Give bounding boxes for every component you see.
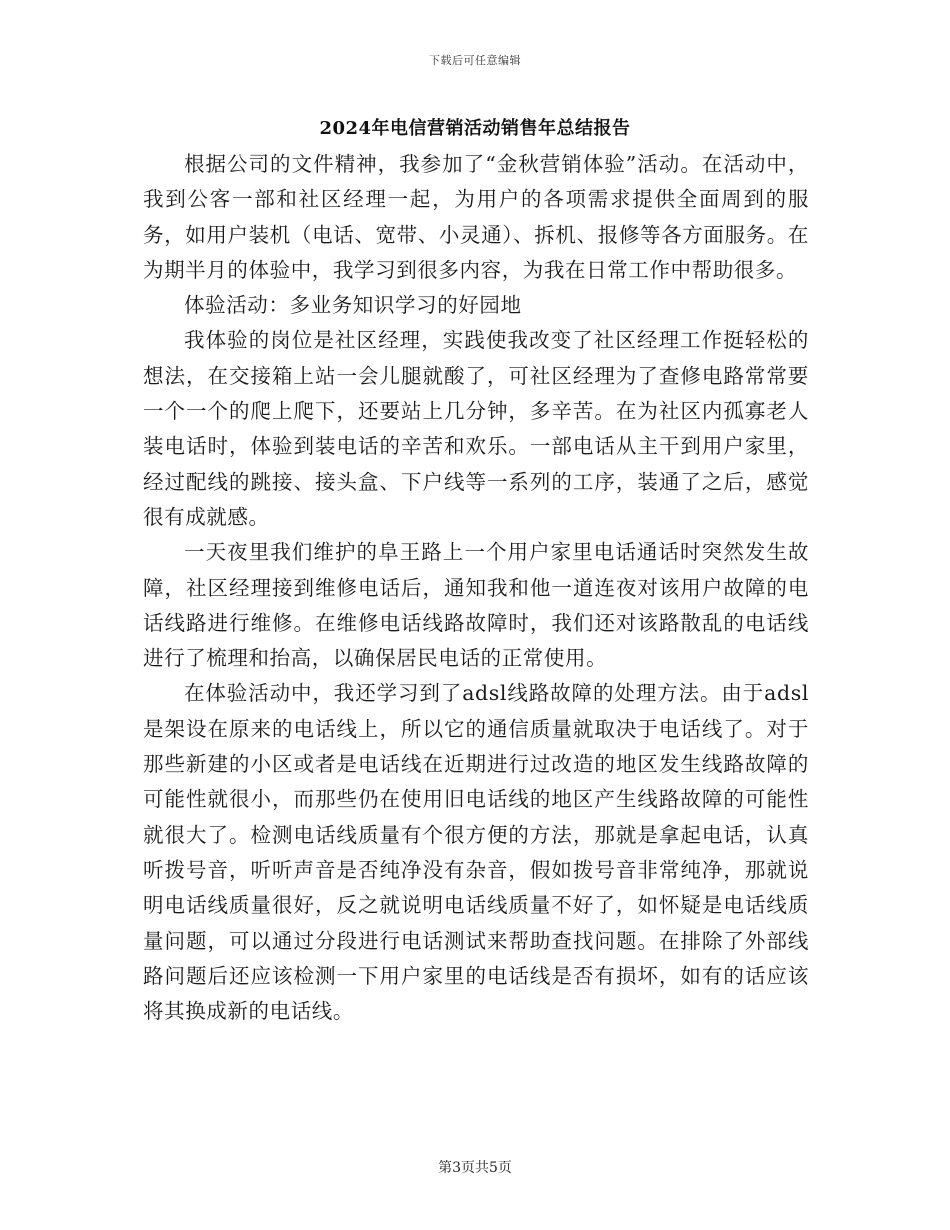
section-heading: 体验活动：多业务知识学习的好园地: [184, 293, 522, 318]
paragraph-night-repair: 一天夜里我们维护的阜王路上一个用户家里电话通话时突然发生故障，社区经理接到维修电话后，通知我和他一道连夜对该用户故障的电话线路进行维修。在维修电话线路故障时，我们还对该路散乱的电话线进行了梳理和抬高，以确保居民电话的正常使用。: [143, 540, 809, 671]
page-number: 第3页共5页: [438, 1160, 512, 1176]
document-title: 2024年电信营销活动销售年总结报告: [319, 118, 631, 139]
paragraph-adsl: 在体验活动中，我还学习到了adsl线路故障的处理方法。由于adsl是架设在原来的电话线上，所以它的通信质量就取决于电话线了。对于那些新建的小区或者是电话线在近期进行过改造的地区发生线路故障的可能性就很小，而那些仍在使用旧电话线的地区产生线路故障的可能性就很大了。检测电话线质量有个很方便的方法，那就是拿起电话，认真听拨号音，听听声音是否纯净没有杂音，假如拨号音非常纯净，那就说明电话线质量很好，反之就说明电话线质量不好了，如怀疑是电话线质量问题，可以通过分段进行电话测试来帮助查找问题。在排除了外部线路问题后还应该检测一下用户家里的电话线是否有损坏，如有的话应该将其换成新的电话线。: [143, 681, 809, 1024]
paragraph-experience: 我体验的岗位是社区经理，实践使我改变了社区经理工作挺轻松的想法，在交接箱上站一会儿腿就酸了，可社区经理为了查修电路常常要一个一个的爬上爬下，还要站上几分钟，多辛苦。在为社区内孤寡老人装电话时，体验到装电话的辛苦和欢乐。一部电话从主干到用户家里，经过配线的跳接、接头盒、下户线等一系列的工序，装通了之后，感觉很有成就感。: [143, 328, 809, 529]
document-body: [143, 147, 809, 1029]
paragraph-intro: 根据公司的文件精神，我参加了“金秋营销体验”活动。在活动中，我到公客一部和社区经理一起，为用户的各项需求提供全面周到的服务，如用户装机（电话、宽带、小灵通）、拆机、报修等各方面服务。在为期半月的体验中，我学习到很多内容，为我在日常工作中帮助很多。: [143, 152, 809, 282]
header-note: 下载后可任意编辑: [429, 54, 521, 67]
